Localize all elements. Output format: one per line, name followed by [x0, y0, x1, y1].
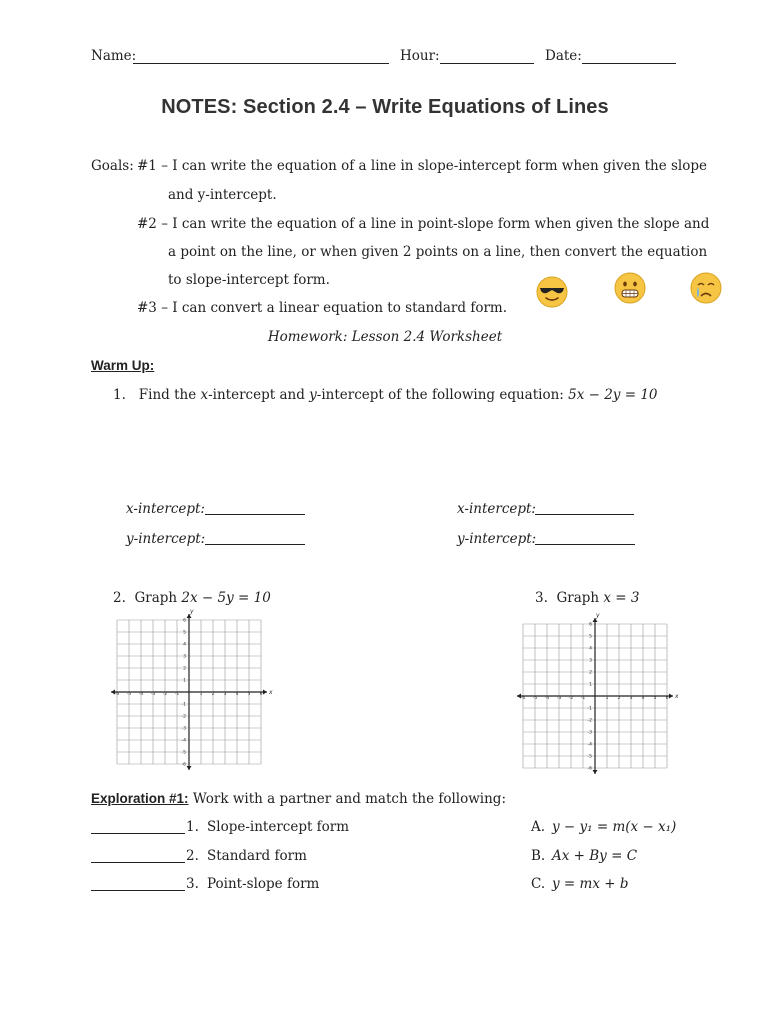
- x-tick-label: 6: [665, 696, 669, 701]
- match-item-3-num: 3.: [186, 876, 199, 892]
- y-intercept-field-left[interactable]: [205, 544, 305, 545]
- y-tick-label: -5: [181, 750, 186, 756]
- y-tick-label: -2: [181, 714, 186, 720]
- q3-equation: x = 3: [603, 590, 640, 606]
- x-tick-label: 3: [629, 696, 633, 701]
- y-tick-label: -4: [181, 738, 186, 744]
- axis-arrowhead: [669, 694, 673, 699]
- x-tick-label: -3: [556, 696, 562, 701]
- y-tick-label: 1: [589, 682, 592, 688]
- x-tick-label: -1: [580, 696, 586, 701]
- q1-text-c: -intercept of the following equation:: [316, 387, 569, 403]
- x-tick-label: -1: [174, 692, 180, 697]
- warmup-heading: Warm Up:: [91, 358, 155, 373]
- q1-text-b: -intercept and: [208, 387, 310, 403]
- x-tick-label: -5: [126, 692, 132, 697]
- y-intercept-label-left: y-intercept:: [126, 531, 206, 547]
- x-tick-label: 2: [617, 696, 621, 701]
- y-tick-label: -6: [587, 766, 592, 772]
- x-tick-label: -3: [150, 692, 156, 697]
- q1-x: x: [200, 387, 209, 403]
- q3-number: 3.: [535, 590, 548, 606]
- x-tick-label: 6: [259, 692, 263, 697]
- crying-face-icon: [690, 272, 722, 304]
- x-tick-label: 4: [641, 696, 645, 701]
- x-tick-label: -6: [520, 696, 526, 701]
- name-field[interactable]: [133, 63, 389, 64]
- homework-note: Homework: Lesson 2.4 Worksheet: [267, 329, 503, 345]
- y-axis-label: y: [190, 608, 194, 615]
- y-tick-label: 3: [589, 658, 592, 664]
- y-tick-label: 3: [183, 654, 186, 660]
- coordinate-grid-q3[interactable]: [516, 610, 682, 772]
- match-item-2-num: 2.: [186, 848, 199, 864]
- goal-1-line-1: #1 – I can write the equation of a line in slope-intercept form when given the slope: [137, 158, 707, 174]
- answer-b-equation: Ax + By = C: [552, 848, 638, 864]
- q1-text-a: Find the: [138, 387, 201, 403]
- x-axis-label: x: [269, 689, 273, 696]
- answer-c-equation: y = mx + b: [552, 876, 629, 892]
- axis-arrowhead: [593, 770, 598, 774]
- y-tick-label: -5: [587, 754, 592, 760]
- y-tick-label: 1: [183, 678, 186, 684]
- q1-number: 1.: [113, 387, 126, 403]
- y-tick-label: 2: [183, 666, 186, 672]
- goal-2-line-1: #2 – I can write the equation of a line in point-slope form when given the slope and: [137, 216, 710, 232]
- goal-2-line-2: a point on the line, or when given 2 points on a line, then convert the equation: [168, 244, 708, 260]
- axis-arrowhead: [187, 766, 192, 770]
- x-tick-label: -2: [568, 696, 574, 701]
- answer-a-letter: A.: [531, 819, 546, 835]
- y-intercept-label-right: y-intercept:: [457, 531, 537, 547]
- exploration-instruction: Work with a partner and match the following:: [188, 791, 506, 807]
- hour-label: Hour:: [400, 48, 440, 64]
- y-tick-label: 6: [589, 622, 592, 628]
- y-tick-label: -1: [587, 706, 592, 712]
- name-label: Name:: [91, 48, 137, 64]
- page-title: NOTES: Section 2.4 – Write Equations of Lines: [161, 96, 609, 118]
- exploration-heading: Exploration #1:: [91, 791, 189, 806]
- exploration-line: [91, 791, 506, 807]
- match-blank-3[interactable]: [91, 890, 185, 891]
- y-tick-label: 4: [589, 646, 592, 652]
- y-tick-label: 5: [183, 630, 186, 636]
- q2-text: Graph: [134, 590, 182, 606]
- sunglasses-face-icon: [536, 276, 568, 308]
- y-tick-label: -3: [181, 726, 186, 732]
- x-tick-label: 5: [653, 696, 657, 701]
- q2-equation: 2x − 5y = 10: [181, 590, 271, 606]
- y-tick-label: -2: [587, 718, 592, 724]
- answer-a-equation: y − y₁ = m(x − x₁): [552, 819, 677, 835]
- goal-3: #3 – I can convert a linear equation to standard form.: [137, 300, 507, 316]
- match-blank-1[interactable]: [91, 833, 185, 834]
- x-axis-label: x: [675, 693, 679, 700]
- hour-field[interactable]: [440, 63, 534, 64]
- goals-label: Goals:: [91, 158, 134, 174]
- y-tick-label: -1: [181, 702, 186, 708]
- y-tick-label: 2: [589, 670, 592, 676]
- y-tick-label: -3: [587, 730, 592, 736]
- q1-y: y: [309, 387, 317, 403]
- y-tick-label: 6: [183, 618, 186, 624]
- q3-text: Graph: [556, 590, 604, 606]
- goal-2-line-3: to slope-intercept form.: [168, 272, 330, 288]
- x-tick-label: -4: [544, 696, 550, 701]
- x-intercept-label-left: x-intercept:: [126, 501, 205, 517]
- q2-number: 2.: [113, 590, 126, 606]
- x-intercept-field-right[interactable]: [535, 514, 634, 515]
- coordinate-grid-q2[interactable]: [114, 608, 274, 772]
- date-field[interactable]: [582, 63, 676, 64]
- grimacing-face-icon: [614, 272, 646, 304]
- axis-arrowhead: [263, 690, 267, 695]
- x-tick-label: 3: [223, 692, 227, 697]
- match-item-3-label: Point-slope form: [207, 876, 320, 892]
- x-tick-label: 5: [247, 692, 251, 697]
- y-tick-label: -6: [181, 762, 186, 768]
- question-1: [113, 387, 658, 403]
- x-intercept-label-right: x-intercept:: [457, 501, 536, 517]
- x-intercept-field-left[interactable]: [205, 514, 305, 515]
- match-item-2-label: Standard form: [207, 848, 307, 864]
- x-tick-label: 2: [211, 692, 215, 697]
- y-axis-label: y: [596, 612, 600, 619]
- x-tick-label: -4: [138, 692, 144, 697]
- goal-1-line-2: and y-intercept.: [168, 187, 277, 203]
- x-tick-label: 1: [199, 692, 203, 697]
- date-label: Date:: [545, 48, 582, 64]
- question-3: [535, 590, 640, 606]
- match-blank-2[interactable]: [91, 862, 185, 863]
- x-tick-label: -5: [532, 696, 538, 701]
- y-intercept-field-right[interactable]: [535, 544, 635, 545]
- y-tick-label: 5: [589, 634, 592, 640]
- y-tick-label: -4: [587, 742, 592, 748]
- x-tick-label: 4: [235, 692, 239, 697]
- y-tick-label: 4: [183, 642, 186, 648]
- x-tick-label: -6: [114, 692, 120, 697]
- answer-b-letter: B.: [531, 848, 546, 864]
- q1-equation: 5x − 2y = 10: [568, 387, 658, 403]
- x-tick-label: -2: [162, 692, 168, 697]
- match-item-1-label: Slope-intercept form: [207, 819, 350, 835]
- question-2: [113, 590, 271, 606]
- match-item-1-num: 1.: [186, 819, 199, 835]
- x-tick-label: 1: [605, 696, 609, 701]
- answer-c-letter: C.: [531, 876, 546, 892]
